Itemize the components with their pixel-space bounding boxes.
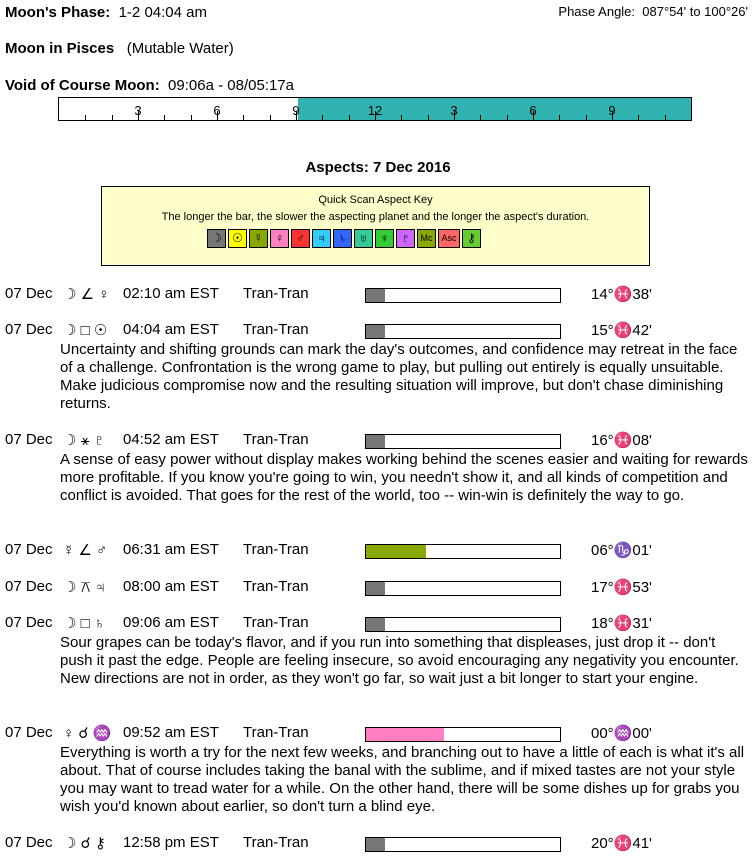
duration-bar — [365, 434, 561, 449]
ruler-tick — [112, 115, 113, 120]
venus-key-icon: ♀ — [270, 229, 289, 248]
ruler-label: 6 — [529, 103, 537, 118]
duration-bar — [365, 617, 561, 632]
aspect-entry — [5, 541, 750, 561]
ruler-tick — [559, 115, 560, 120]
aspect-date: 07 Dec — [5, 541, 53, 558]
aspect-header — [5, 724, 750, 744]
aspect-time: 06:31 am EST — [123, 541, 219, 558]
aspect-entry — [5, 285, 750, 305]
aspect-glyphs: ♀ ☌ ♒ — [63, 725, 112, 742]
ruler-tick — [480, 115, 481, 120]
aspect-header — [5, 285, 750, 305]
sun-key-icon: ☉ — [228, 229, 247, 248]
aspect-entry — [5, 834, 750, 854]
mercury-key-icon: ☿ — [249, 229, 268, 248]
quick-scan-key — [101, 186, 650, 266]
aspect-degree: 20°♓41' — [591, 835, 652, 852]
aspect-glyphs: ☽ ⚻ ♃ — [63, 579, 107, 596]
aspect-type: Tran-Tran — [243, 724, 309, 741]
ruler-tick — [665, 115, 666, 120]
moon-phase-line — [5, 4, 207, 21]
pluto-key-icon: ♇ — [396, 229, 415, 248]
aspect-header — [5, 431, 750, 451]
ruler-tick — [507, 115, 508, 120]
aspect-type: Tran-Tran — [243, 541, 309, 558]
aspect-degree: 15°♓42' — [591, 322, 652, 339]
duration-bar-fill — [366, 618, 385, 631]
ruler-tick — [85, 115, 86, 120]
aspect-header — [5, 578, 750, 598]
aspect-description: Everything is worth a try for the next few weeks, and branching out to have a little of each is what it's all about. That of course includes taking the banal with the sublime, and if mixed tastes are not your style you may want to tread water for a while. On the other hand, there will be some dishes up for grabs you wish you'd known about earlier, so don't turn a blind eye. — [60, 744, 745, 815]
duration-bar — [365, 727, 561, 742]
aspect-date: 07 Dec — [5, 321, 53, 338]
aspect-header — [5, 541, 750, 561]
aspect-type: Tran-Tran — [243, 431, 309, 448]
ruler-label: 3 — [134, 103, 142, 118]
aspect-glyphs: ☽ ☌ ⚷ — [63, 835, 106, 852]
aspect-header — [5, 321, 750, 341]
moon-key-icon: ☽ — [207, 229, 226, 248]
aspect-description: Uncertainty and shifting grounds can mark the day's outcomes, and confidence may retreat in the face of a challenge. Confrontation is the wrong game to play, but pulling out entirely is equally unsuitable. Make judicious compromise now and the resulting situation will improve, but don't chase diminishing returns. — [60, 341, 738, 412]
ruler-label: 9 — [608, 103, 616, 118]
aspect-description: A sense of easy power without display makes working behind the scenes easier and waiting for rewards more profitable. If you know you're going to win, you needn't show it, and all kinds of competition and conflict is avoided. That goes for the rest of the world, too -- win-win is definitely the way to go. — [60, 451, 748, 504]
aspect-time: 09:06 am EST — [123, 614, 219, 631]
moon-sign-line — [5, 40, 234, 57]
duration-bar-fill — [366, 728, 444, 741]
duration-bar-fill — [366, 838, 385, 851]
aspect-time: 02:10 am EST — [123, 285, 219, 302]
moon-phase-label: Moon's Phase: — [5, 4, 111, 21]
ruler-tick — [428, 115, 429, 120]
aspect-entry — [5, 724, 750, 816]
aspect-time: 09:52 am EST — [123, 724, 219, 741]
aspect-glyphs: ☽ □ ☉ — [63, 322, 108, 339]
aspect-date: 07 Dec — [5, 834, 53, 851]
aspect-entry — [5, 578, 750, 598]
ruler-tick — [322, 115, 323, 120]
key-title: Quick Scan Aspect Key — [318, 194, 433, 206]
aspect-degree: 00°♒00' — [591, 725, 652, 742]
void-of-course-value: 09:06a - 08/05:17a — [168, 77, 294, 94]
ruler-tick — [638, 115, 639, 120]
aspect-time: 04:04 am EST — [123, 321, 219, 338]
duration-bar-fill — [366, 289, 385, 302]
ruler-label: 3 — [450, 103, 458, 118]
key-description: The longer the bar, the slower the aspecting planet and the longer the aspect's duration. — [161, 211, 590, 223]
neptune-key-icon: ♆ — [375, 229, 394, 248]
ascendant-key-icon: Asc — [438, 229, 460, 248]
aspect-glyphs: ☿ ∠ ♂ — [63, 542, 108, 559]
ruler-label: 6 — [213, 103, 221, 118]
ruler-tick — [586, 115, 587, 120]
void-of-course-line — [5, 77, 294, 94]
ruler-tick — [191, 115, 192, 120]
aspect-date: 07 Dec — [5, 578, 53, 595]
ruler-tick — [270, 115, 271, 120]
aspect-description: Sour grapes can be today's flavor, and if you run into something that displeases, just drop it -- don't push it past the edge. People are feeling insecure, so avoid encouraging any negativity you encounter. New directions are not in order, as they won't go far, so wait just a bit longer to start your engine. — [60, 634, 739, 687]
aspect-type: Tran-Tran — [243, 834, 309, 851]
aspect-degree: 14°♓38' — [591, 286, 652, 303]
duration-bar — [365, 581, 561, 596]
aspect-type: Tran-Tran — [243, 614, 309, 631]
aspect-type: Tran-Tran — [243, 321, 309, 338]
duration-bar-fill — [366, 325, 385, 338]
ruler-tick — [401, 115, 402, 120]
phase-angle-value: 087°54' to 100°26' — [642, 4, 748, 19]
aspects-title: Aspects: 7 Dec 2016 — [305, 159, 451, 176]
uranus-key-icon: ♅ — [354, 229, 373, 248]
aspect-glyphs: ☽ □ ♄ — [63, 615, 106, 632]
key-glyph-row — [207, 229, 483, 248]
aspect-entry — [5, 431, 750, 505]
phase-angle — [558, 4, 748, 19]
void-of-course-range — [298, 98, 691, 120]
aspect-entry — [5, 614, 750, 688]
ruler-label: 12 — [367, 103, 383, 118]
duration-bar — [365, 288, 561, 303]
aspect-header — [5, 614, 750, 634]
midheaven-key-icon: Mc — [417, 229, 436, 248]
duration-bar-fill — [366, 582, 385, 595]
moon-sign-value: (Mutable Water) — [126, 40, 234, 57]
void-of-course-timeline — [58, 97, 692, 121]
aspect-time: 04:52 am EST — [123, 431, 219, 448]
phase-angle-label: Phase Angle: — [558, 4, 636, 19]
aspect-type: Tran-Tran — [243, 578, 309, 595]
aspect-time: 12:58 pm EST — [123, 834, 219, 851]
aspect-date: 07 Dec — [5, 285, 53, 302]
duration-bar — [365, 837, 561, 852]
aspect-time: 08:00 am EST — [123, 578, 219, 595]
aspect-degree: 17°♓53' — [591, 579, 652, 596]
aspect-date: 07 Dec — [5, 614, 53, 631]
saturn-key-icon: ♄ — [333, 229, 352, 248]
aspect-type: Tran-Tran — [243, 285, 309, 302]
duration-bar-fill — [366, 435, 385, 448]
ruler-tick — [349, 115, 350, 120]
ruler-tick — [243, 115, 244, 120]
duration-bar-fill — [366, 545, 426, 558]
aspect-glyphs: ☽ ⚹ ♇ — [63, 432, 106, 449]
chiron-key-icon: ⚷ — [462, 229, 481, 248]
aspect-glyphs: ☽ ∠ ♀ — [63, 286, 110, 303]
moon-sign-label: Moon in Pisces — [5, 40, 115, 57]
ruler-tick — [164, 115, 165, 120]
void-of-course-label: Void of Course Moon: — [5, 77, 160, 94]
moon-phase-value: 1-2 04:04 am — [118, 4, 207, 21]
aspect-date: 07 Dec — [5, 431, 53, 448]
aspect-degree: 18°♓31' — [591, 615, 652, 632]
aspect-header — [5, 834, 750, 854]
duration-bar — [365, 324, 561, 339]
duration-bar — [365, 544, 561, 559]
jupiter-key-icon: ♃ — [312, 229, 331, 248]
ruler-label: 9 — [292, 103, 300, 118]
aspect-degree: 16°♓08' — [591, 432, 652, 449]
mars-key-icon: ♂ — [291, 229, 310, 248]
aspect-date: 07 Dec — [5, 724, 53, 741]
aspect-entry — [5, 321, 750, 413]
aspect-degree: 06°♑01' — [591, 542, 652, 559]
